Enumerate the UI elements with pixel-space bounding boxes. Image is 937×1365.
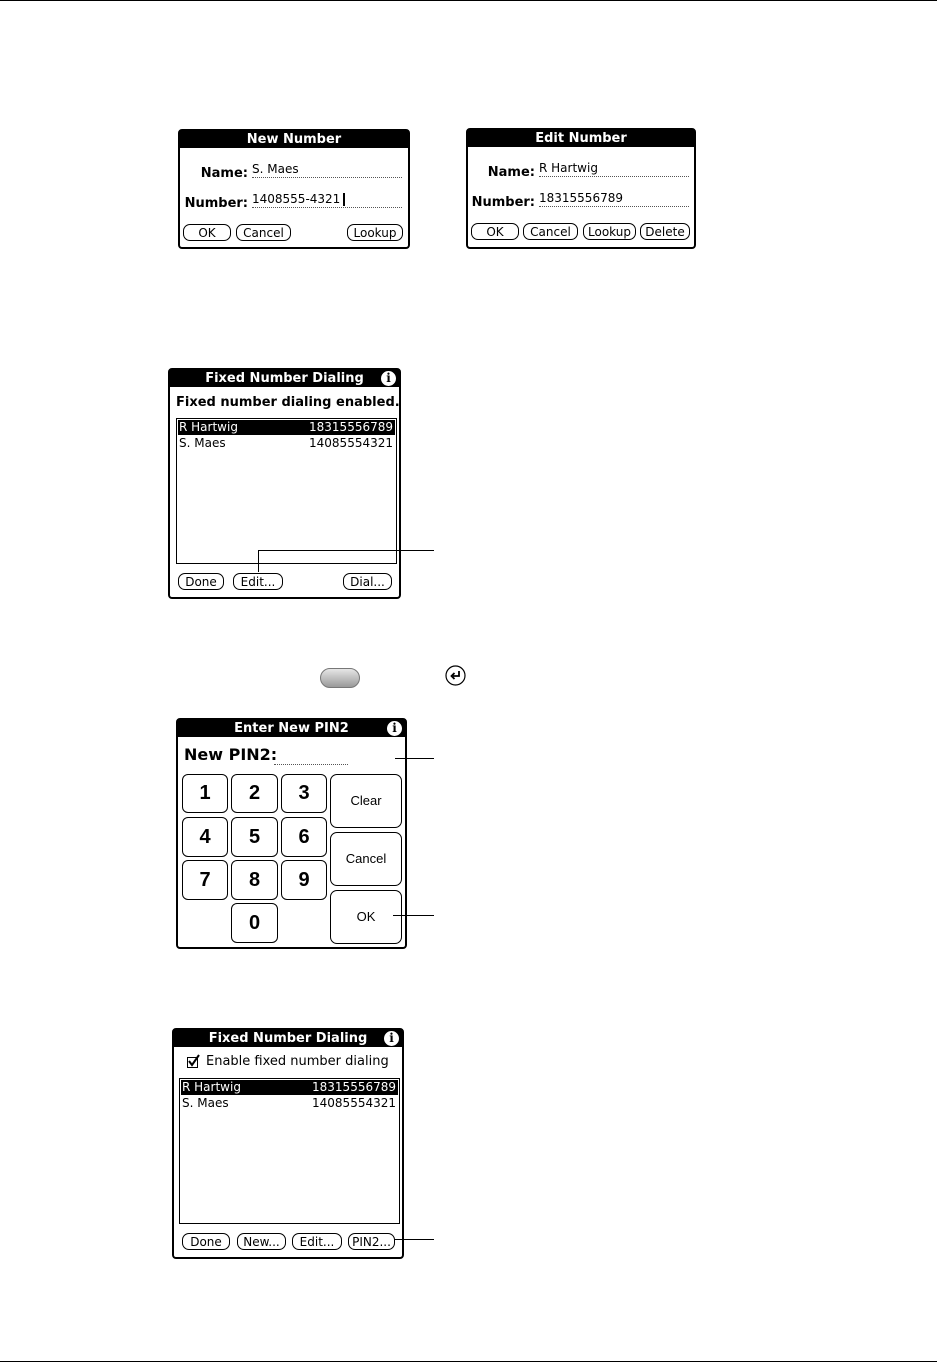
key-9[interactable]: 9 bbox=[281, 860, 327, 900]
list-item-name: R Hartwig bbox=[182, 1080, 241, 1094]
list-item[interactable] bbox=[178, 436, 395, 451]
number-value: 1408555-4321 bbox=[252, 192, 341, 206]
list-item-number: 14085554321 bbox=[309, 436, 393, 450]
edit-button[interactable]: Edit... bbox=[292, 1233, 342, 1250]
info-icon[interactable]: i bbox=[381, 371, 396, 386]
cancel-button[interactable]: Cancel bbox=[236, 224, 291, 241]
pin2-input[interactable] bbox=[274, 752, 348, 765]
hard-button-icon bbox=[320, 668, 360, 688]
key-1[interactable]: 1 bbox=[182, 774, 228, 813]
list-item-number: 18315556789 bbox=[312, 1080, 396, 1094]
ok-button[interactable]: OK bbox=[471, 223, 519, 240]
lookup-button[interactable]: Lookup bbox=[347, 224, 403, 241]
dialog-title bbox=[174, 1030, 402, 1047]
number-list bbox=[176, 418, 397, 564]
list-item-name: S. Maes bbox=[179, 436, 226, 450]
done-button[interactable]: Done bbox=[178, 573, 224, 590]
key-7[interactable]: 7 bbox=[182, 860, 228, 900]
bottom-rule bbox=[0, 1361, 937, 1362]
status-text: Fixed number dialing enabled. bbox=[176, 395, 400, 410]
dialog-title: New Number bbox=[180, 131, 408, 148]
list-item-number: 14085554321 bbox=[312, 1096, 396, 1110]
number-field[interactable]: 18315556789 bbox=[539, 191, 689, 207]
number-label: Number: bbox=[471, 195, 535, 210]
key-3[interactable]: 3 bbox=[281, 774, 327, 813]
edit-button[interactable]: Edit... bbox=[233, 573, 283, 590]
callout-line bbox=[395, 758, 434, 759]
info-icon[interactable]: i bbox=[384, 1031, 399, 1046]
name-label: Name: bbox=[200, 166, 248, 181]
key-6[interactable]: 6 bbox=[281, 817, 327, 857]
cancel-button[interactable]: Cancel bbox=[523, 223, 578, 240]
key-4[interactable]: 4 bbox=[182, 817, 228, 857]
enter-icon bbox=[445, 665, 466, 686]
fixed-number-dialing-dialog bbox=[168, 368, 401, 599]
ok-button[interactable]: OK bbox=[330, 890, 402, 944]
pin2-label: New PIN2: bbox=[184, 745, 278, 764]
number-list bbox=[179, 1078, 400, 1224]
dial-button[interactable]: Dial... bbox=[343, 573, 392, 590]
list-item[interactable] bbox=[181, 1096, 398, 1111]
enable-checkbox[interactable] bbox=[187, 1057, 198, 1068]
name-label: Name: bbox=[487, 165, 535, 180]
text-cursor bbox=[343, 193, 345, 206]
dialog-title-text: Fixed Number Dialing bbox=[205, 371, 364, 386]
checkmark-icon bbox=[187, 1054, 201, 1068]
lookup-button[interactable]: Lookup bbox=[583, 223, 636, 240]
dialog-title: Edit Number bbox=[468, 130, 694, 147]
name-field[interactable]: S. Maes bbox=[252, 162, 402, 178]
list-item[interactable] bbox=[178, 420, 395, 435]
dialog-title-text: Enter New PIN2 bbox=[234, 721, 349, 736]
number-field[interactable] bbox=[252, 192, 402, 208]
clear-button[interactable]: Clear bbox=[330, 774, 402, 828]
name-field[interactable]: R Hartwig bbox=[539, 161, 689, 177]
callout-line bbox=[258, 550, 434, 551]
callout-line bbox=[393, 915, 434, 916]
pin2-button[interactable]: PIN2... bbox=[348, 1233, 395, 1250]
top-rule bbox=[0, 0, 937, 1]
callout-line bbox=[394, 1239, 434, 1240]
info-icon[interactable]: i bbox=[387, 721, 402, 736]
key-8[interactable]: 8 bbox=[231, 860, 278, 900]
enter-pin2-dialog bbox=[176, 718, 407, 949]
cancel-button[interactable]: Cancel bbox=[330, 832, 402, 886]
ok-button[interactable]: OK bbox=[183, 224, 231, 241]
list-item-name: S. Maes bbox=[182, 1096, 229, 1110]
callout-line bbox=[258, 550, 259, 572]
dialog-title-text: Fixed Number Dialing bbox=[208, 1031, 368, 1046]
dialog-title bbox=[178, 720, 405, 737]
list-item-number: 18315556789 bbox=[309, 420, 393, 434]
edit-number-dialog bbox=[466, 128, 696, 249]
new-button[interactable]: New... bbox=[237, 1233, 286, 1250]
fixed-number-dialing-settings-dialog bbox=[172, 1028, 404, 1259]
number-label: Number: bbox=[184, 196, 248, 211]
key-5[interactable]: 5 bbox=[231, 817, 278, 857]
key-2[interactable]: 2 bbox=[231, 774, 278, 813]
list-item-name: R Hartwig bbox=[179, 420, 238, 434]
dialog-title bbox=[170, 370, 399, 387]
done-button[interactable]: Done bbox=[182, 1233, 230, 1250]
delete-button[interactable]: Delete bbox=[640, 223, 690, 240]
new-number-dialog bbox=[178, 129, 410, 249]
key-0[interactable]: 0 bbox=[231, 903, 278, 943]
list-item[interactable] bbox=[181, 1080, 398, 1095]
enable-checkbox-label[interactable]: Enable fixed number dialing bbox=[206, 1054, 389, 1069]
